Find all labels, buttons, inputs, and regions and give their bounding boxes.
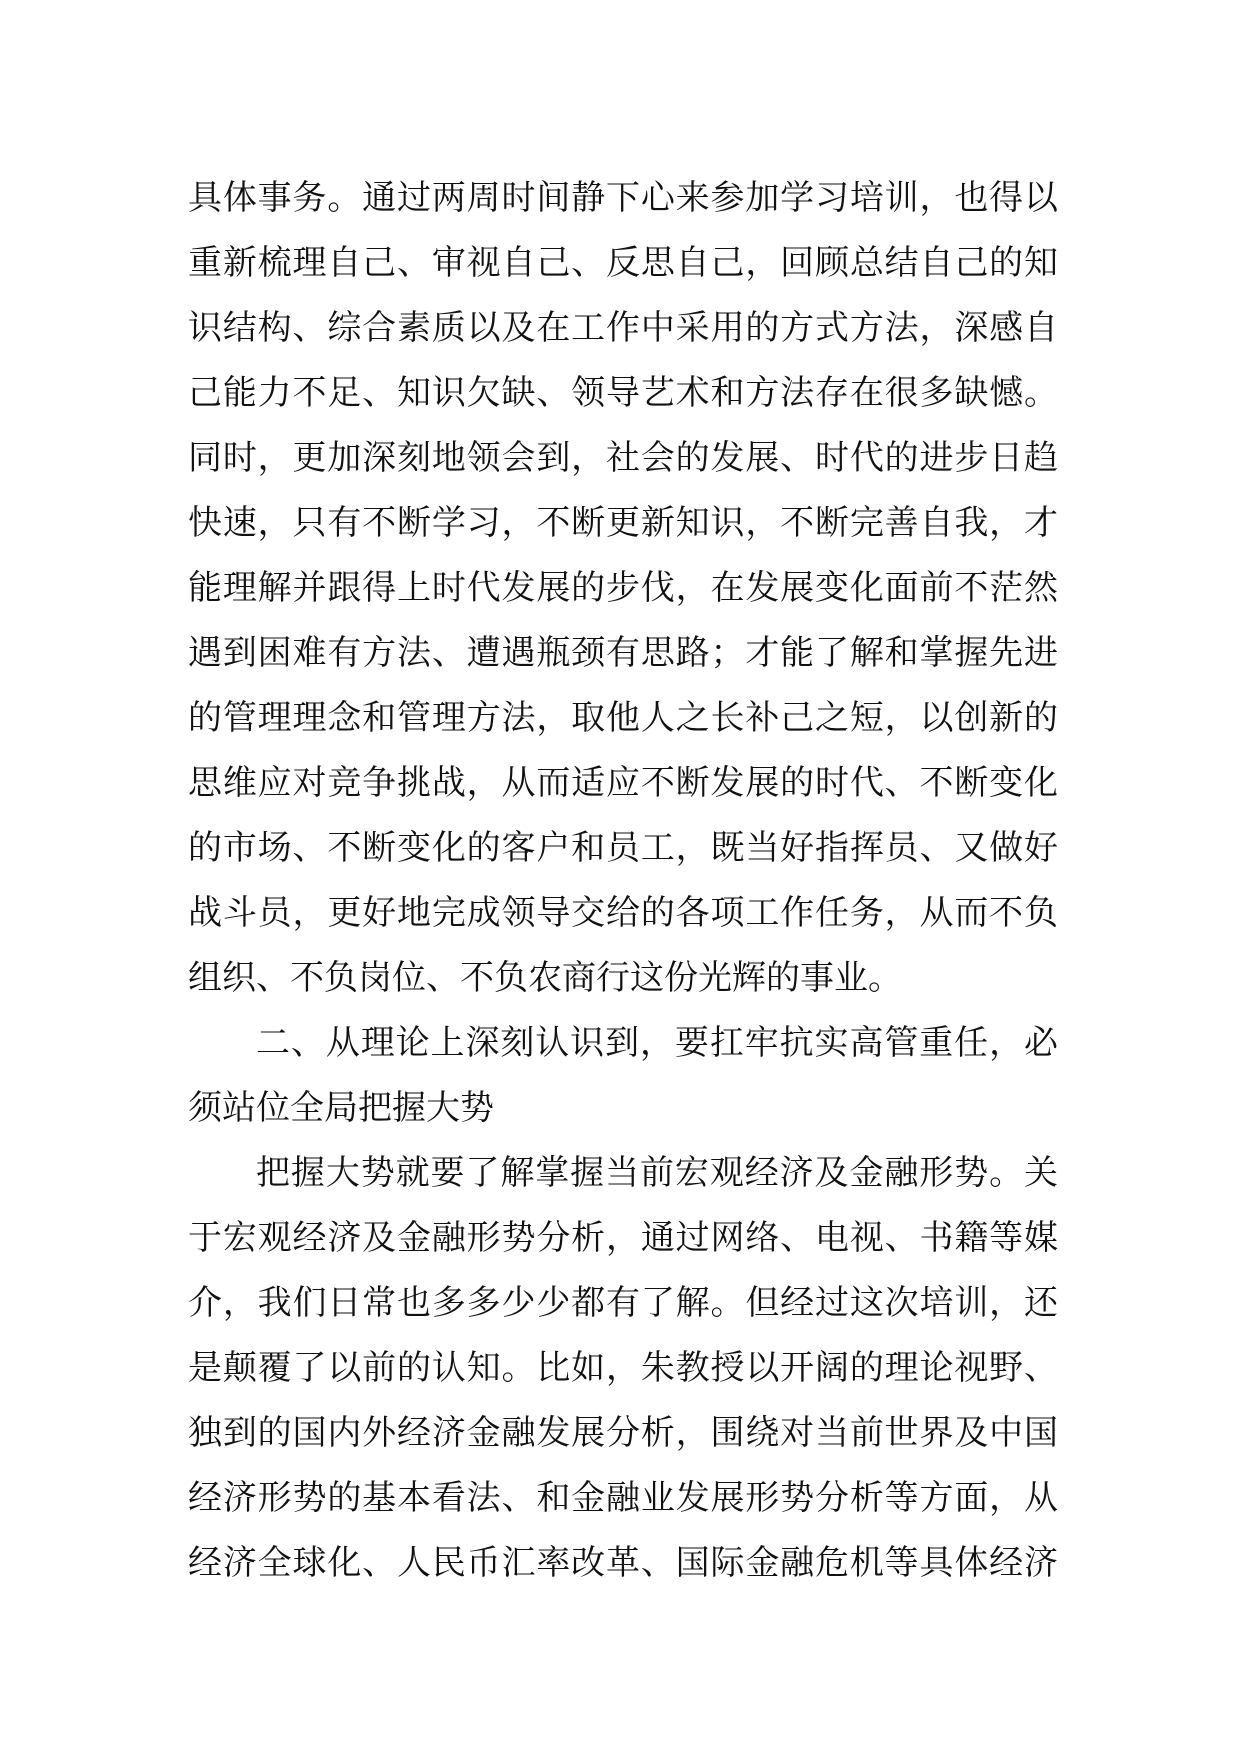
text-line: 战斗员，更好地完成领导交给的各项工作任务，从而不负 (188, 893, 1058, 933)
text-line: 组织、不负岗位、不负农商行这份光辉的事业。 (188, 958, 902, 998)
section-heading-line: 二、从理论上深刻认识到，要扛牢抗实高管重任，必 (256, 1023, 1058, 1063)
text-line: 识结构、综合素质以及在工作中采用的方式方法，深感自 (188, 308, 1058, 348)
text-line: 把握大势就要了解掌握当前宏观经济及金融形势。关 (256, 1153, 1058, 1193)
text-line: 快速，只有不断学习，不断更新知识，不断完善自我，才 (188, 503, 1058, 543)
text-line: 经济形势的基本看法、和金融业发展形势分析等方面，从 (188, 1478, 1058, 1518)
text-line: 独到的国内外经济金融发展分析，围绕对当前世界及中国 (188, 1413, 1058, 1453)
text-line: 是颠覆了以前的认知。比如，朱教授以开阔的理论视野、 (188, 1348, 1058, 1388)
text-line: 同时，更加深刻地领会到，社会的发展、时代的进步日趋 (188, 438, 1058, 478)
text-line: 的市场、不断变化的客户和员工，既当好指挥员、又做好 (188, 828, 1058, 868)
text-line: 于宏观经济及金融形势分析，通过网络、电视、书籍等媒 (188, 1218, 1058, 1258)
text-line: 遇到困难有方法、遭遇瓶颈有思路；才能了解和掌握先进 (188, 633, 1058, 673)
body-text (188, 166, 1058, 1596)
text-line: 重新梳理自己、审视自己、反思自己，回顾总结自己的知 (188, 243, 1058, 283)
text-line: 己能力不足、知识欠缺、领导艺术和方法存在很多缺憾。 (188, 373, 1058, 413)
section-heading-line: 须站位全局把握大势 (188, 1088, 494, 1128)
text-line: 思维应对竞争挑战，从而适应不断发展的时代、不断变化 (188, 763, 1058, 803)
text-line: 经济全球化、人民币汇率改革、国际金融危机等具体经济 (188, 1543, 1058, 1583)
text-line: 介，我们日常也多多少少都有了解。但经过这次培训，还 (188, 1283, 1058, 1323)
text-line: 的管理理念和管理方法，取他人之长补己之短，以创新的 (188, 698, 1058, 738)
text-line: 具体事务。通过两周时间静下心来参加学习培训，也得以 (188, 178, 1058, 218)
text-line: 能理解并跟得上时代发展的步伐，在发展变化面前不茫然 (188, 568, 1058, 608)
